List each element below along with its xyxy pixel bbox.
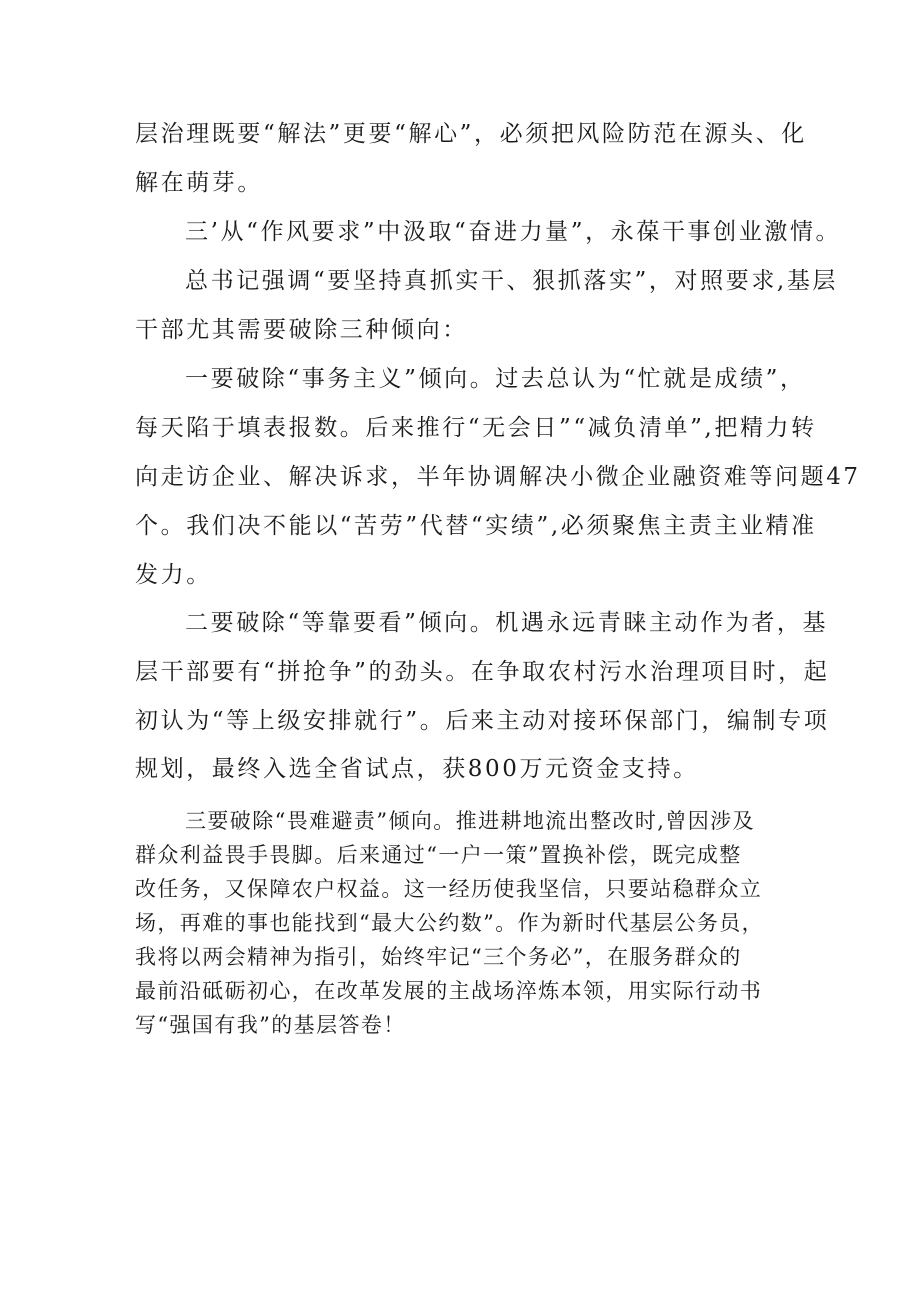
text-line: 层治理既要“解法”更要“解心”，必须把风险防范在源头、化 — [135, 121, 807, 147]
text-line: 改任务，又保障农户权益。这一经历使我坚信，只要站稳群众立 — [135, 877, 763, 901]
text-line: 总书记强调“要坚持真抓实干、狠抓落实”，对照要求,基层 — [185, 268, 839, 294]
text-line: 写“强国有我”的基层答卷！ — [135, 1013, 406, 1037]
text-line: 向走访企业、解决诉求，半年协调解决小微企业融资难等问题47 — [135, 464, 861, 490]
text-line: 发力。 — [135, 562, 212, 588]
text-line: 我将以两会精神为指引，始终牢记“三个务必”，在服务群众的 — [135, 945, 742, 969]
text-line: 解在萌芽。 — [135, 170, 263, 196]
text-line: 场，再难的事也能找到“最大公约数”。作为新时代基层公务员， — [135, 911, 765, 935]
text-line: 个。我们决不能以“苦劳”代替“实绩”,必须聚焦主责主业精准 — [135, 513, 817, 539]
text-line: 层干部要有“拼抢争”的劲头。在争取农村污水治理项目时，起 — [135, 659, 830, 685]
text-line: 干部尤其需要破除三种倾向： — [135, 317, 468, 343]
text-line: 二要破除“等靠要看”倾向。机遇永远青睐主动作为者，基 — [185, 610, 829, 636]
text-line: 三要破除“畏难避责”倾向。推进耕地流出整改时,曾因涉及 — [185, 809, 755, 833]
text-line: 规划，最终入选全省试点，获800万元资金支持。 — [135, 756, 699, 782]
text-line: 每天陷于填表报数。后来推行“无会日”“减负清单”,把精力转 — [135, 415, 817, 441]
text-line: 初认为“等上级安排就行”。后来主动对接环保部门，编制专项 — [135, 708, 830, 734]
text-line: 群众利益畏手畏脚。后来通过“一户一策”置换补偿，既完成整 — [135, 843, 742, 867]
text-line: 一要破除“事务主义”倾向。过去总认为“忙就是成绩”， — [185, 366, 806, 392]
section-heading: 三’从“作风要求”中汲取“奋进力量”，永葆干事创业激情。 — [185, 219, 842, 245]
text-line: 最前沿砥砺初心，在改革发展的主战场淬炼本领，用实际行动书 — [135, 979, 763, 1003]
